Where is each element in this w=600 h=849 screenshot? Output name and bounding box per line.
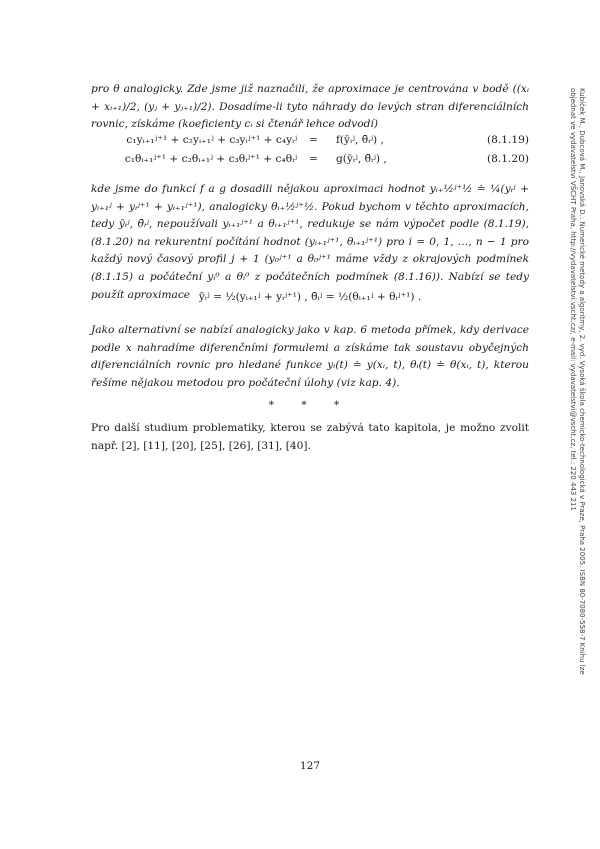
equation-8-1-20 [91, 153, 529, 171]
equation-lhs: c₁yᵢ₊₁ʲ⁺¹ + c₂yᵢ₊₁ʲ + c₃yᵢʲ⁺¹ + c₄yᵢʲ [126, 134, 297, 146]
paragraph-further-reading: Pro další studium problematiky, kterou se zabývá tato kapitola, je možno zvolit např. [2], [11], [20], [25], [26], [31], [40]. [91, 422, 529, 452]
equation-8-1-19 [91, 134, 529, 152]
equation-rhs: f(ȳᵢʲ, θ̄ᵢʲ) , [336, 134, 384, 146]
equation-rhs: g(ȳᵢʲ, θ̄ᵢʲ) , [336, 153, 387, 165]
equation-number: (8.1.20) [487, 153, 529, 165]
equation-equals: = [309, 134, 318, 146]
equation-approximation: ȳᵢʲ = ½(yᵢ₊₁ʲ + yᵢʲ⁺¹) , θ̄ᵢʲ = ½(θᵢ₊₁ʲ + θᵢʲ⁺¹) . [198, 291, 422, 303]
equation-number: (8.1.19) [487, 134, 529, 146]
page-number: 127 [299, 760, 321, 772]
paragraph-method-of-lines: Jako alternativní se nabízí analogicky jako v kap. 6 metoda přímek, kdy derivace podle x nahradíme diferenčními formulemi a získáme tak soustavu obyčejných diferenciálních rovnic pro hledané funkce yᵢ(t) ≐ y(xᵢ, t), θᵢ(t) ≐ θ(xᵢ, t), kterou řešíme nějakou metodou pro počáteční úlohy (viz kap. 4). [91, 324, 529, 389]
paragraph-intro: pro θ analogicky. Zde jsme již naznačili, že aproximace je centrována v bodě ((xᵢ + xᵢ₊₁)/2, (yⱼ + yⱼ₊₁)/2). Dosadíme-li tyto náhrady do levých stran diferenciálních rovnic, získáme (koeficienty cᵢ si čtenář lehce odvodí) [91, 83, 529, 131]
section-separator: * * * [268, 399, 352, 411]
paragraph-approximation: kde jsme do funkcí f a g dosadili nějakou aproximaci hodnot yᵢ₊½ʲ⁺½ ≐ ¼(yᵢʲ + yᵢ₊₁ʲ + yᵢʲ⁺¹ + yᵢ₊₁ʲ⁺¹), analogicky θᵢ₊½ʲ⁺½. Pokud bychom v těchto aproximacích, tedy ȳᵢʲ, θ̄ᵢʲ, nepoužívali yᵢ₊₁ʲ⁺¹ a θᵢ₊₁ʲ⁺¹, redukuje se nám výpočet podle (8.1.19), (8.1.20) na rekurentní počítání hodnot (yᵢ₊₁ʲ⁺¹, θᵢ₊₁ʲ⁺¹) pro i = 0, 1, …, n − 1 pro každý nový časový profil j + 1 (y₀ʲ⁺¹ a θ₀ʲ⁺¹ máme vždy z okrajových podmínek (8.1.15) a počáteční yᵢ⁰ a θᵢ⁰ z počátečních podmínek (8.1.16)). Nabízí se tedy použít aproximace [91, 183, 529, 301]
equation-lhs: c₁θᵢ₊₁ʲ⁺¹ + c₂θᵢ₊₁ʲ + c₃θᵢʲ⁺¹ + c₄θᵢʲ [124, 153, 297, 165]
side-copyright-note: Kubíček M., Dubcová M., Janovská D.: Numerické metody a algoritmy, 2. vyd. Vysoká škola chemicko-technologická v Praze, Praha 2005. ISBN 80-7080-558-7 Knihu lze objednat ve vydavatelství VŠCHT Praha, http://vydavatelstvi.vscht.cz/, e-mail: vydavatelstvi@vscht.cz, tel.: 220 443 211 [569, 88, 586, 675]
equation-equals: = [309, 153, 318, 165]
